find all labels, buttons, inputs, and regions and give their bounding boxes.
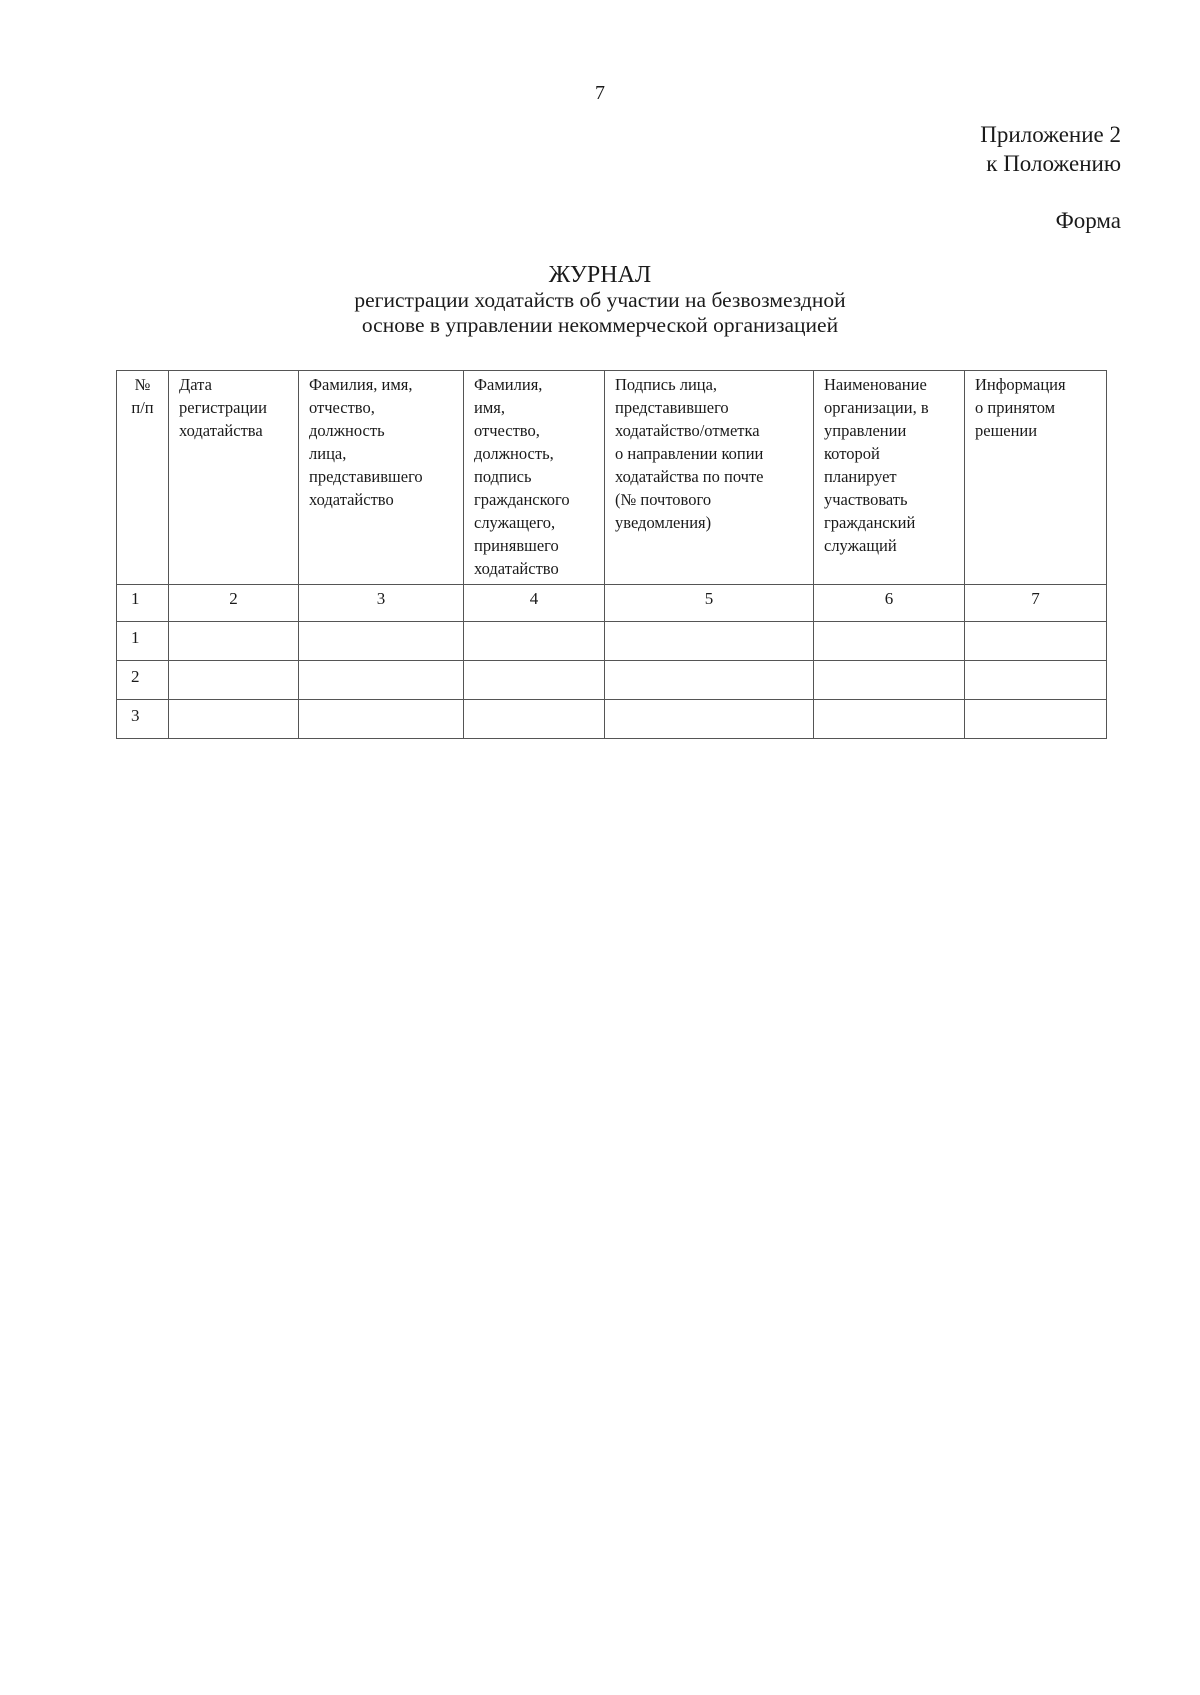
header-text: уведомления) — [615, 513, 712, 532]
column-number-row — [117, 585, 1107, 622]
header-text: ходатайство — [474, 559, 559, 578]
empty-cell — [464, 661, 605, 700]
header-text: отчество, — [309, 398, 375, 417]
title-main: ЖУРНАЛ — [548, 262, 652, 288]
empty-cell — [965, 700, 1107, 739]
header-text: служащий — [824, 536, 897, 555]
header-text: Наименование — [824, 375, 927, 394]
empty-cell — [605, 622, 814, 661]
empty-cell — [299, 622, 464, 661]
header-text: Информация — [975, 375, 1066, 394]
empty-cell — [169, 661, 299, 700]
header-row — [117, 371, 1107, 585]
header-text: ходатайство — [309, 490, 394, 509]
column-number-cell: 1 — [117, 585, 169, 622]
header-text: которой — [824, 444, 880, 463]
header-text: должность — [309, 421, 385, 440]
empty-cell — [299, 661, 464, 700]
column-number-cell: 7 — [965, 585, 1107, 622]
header-text: планирует — [824, 467, 897, 486]
journal-table — [116, 370, 1107, 739]
header-text: отчество, — [474, 421, 540, 440]
header-text: гражданского — [474, 490, 570, 509]
header-text: представившего — [309, 467, 423, 486]
header-text: Подпись лица, — [615, 375, 718, 394]
header-text: регистрации — [179, 398, 267, 417]
header-text: Фамилия, — [474, 375, 543, 394]
empty-cell — [464, 622, 605, 661]
header-cell-applicant — [299, 371, 464, 585]
row-number-cell: 3 — [117, 700, 169, 739]
header-cell-receiver — [464, 371, 605, 585]
title-subtitle-line-1: регистрации ходатайств об участии на безвозмездной — [354, 288, 846, 312]
column-number-cell: 6 — [814, 585, 965, 622]
empty-cell — [464, 700, 605, 739]
header-cell-signature — [605, 371, 814, 585]
header-cell-registration-date — [169, 371, 299, 585]
header-text: № — [134, 375, 151, 394]
document-title — [0, 262, 1200, 338]
header-text: участвовать — [824, 490, 908, 509]
header-text: представившего — [615, 398, 729, 417]
column-number-cell: 5 — [605, 585, 814, 622]
header-text: ходатайство/отметка — [615, 421, 760, 440]
empty-cell — [814, 700, 965, 739]
table-row — [117, 622, 1107, 661]
header-text: имя, — [474, 398, 505, 417]
header-text: Дата — [179, 375, 212, 394]
header-text: решении — [975, 421, 1038, 440]
header-text: п/п — [131, 398, 154, 417]
appendix-reference — [980, 120, 1121, 178]
header-text: должность, — [474, 444, 554, 463]
empty-cell — [965, 661, 1107, 700]
empty-cell — [299, 700, 464, 739]
empty-cell — [169, 622, 299, 661]
form-label: Форма — [1055, 208, 1121, 233]
header-text: лица, — [309, 444, 347, 463]
header-text: о направлении копии — [615, 444, 764, 463]
appendix-line-2: к Положению — [986, 151, 1121, 176]
empty-cell — [169, 700, 299, 739]
header-text: Фамилия, имя, — [309, 375, 413, 394]
empty-cell — [965, 622, 1107, 661]
header-cell-number — [117, 371, 169, 585]
header-text: подпись — [474, 467, 532, 486]
header-text: ходатайства — [179, 421, 263, 440]
header-text: служащего, — [474, 513, 556, 532]
header-text: управлении — [824, 421, 907, 440]
header-cell-organization — [814, 371, 965, 585]
column-number-cell: 3 — [299, 585, 464, 622]
row-number-cell: 1 — [117, 622, 169, 661]
column-number-cell: 2 — [169, 585, 299, 622]
empty-cell — [605, 700, 814, 739]
column-number-cell: 4 — [464, 585, 605, 622]
header-text: ходатайства по почте — [615, 467, 764, 486]
row-number-cell: 2 — [117, 661, 169, 700]
empty-cell — [605, 661, 814, 700]
title-subtitle-line-2: основе в управлении некоммерческой организацией — [361, 313, 839, 337]
header-text: принявшего — [474, 536, 559, 555]
appendix-line-1: Приложение 2 — [980, 122, 1121, 147]
table-row — [117, 700, 1107, 739]
header-text: (№ почтового — [615, 490, 712, 509]
header-text: гражданский — [824, 513, 916, 532]
empty-cell — [814, 622, 965, 661]
header-text: организации, в — [824, 398, 929, 417]
page-number: 7 — [595, 82, 605, 104]
empty-cell — [814, 661, 965, 700]
header-cell-decision — [965, 371, 1107, 585]
table-row — [117, 661, 1107, 700]
header-text: о принятом — [975, 398, 1056, 417]
